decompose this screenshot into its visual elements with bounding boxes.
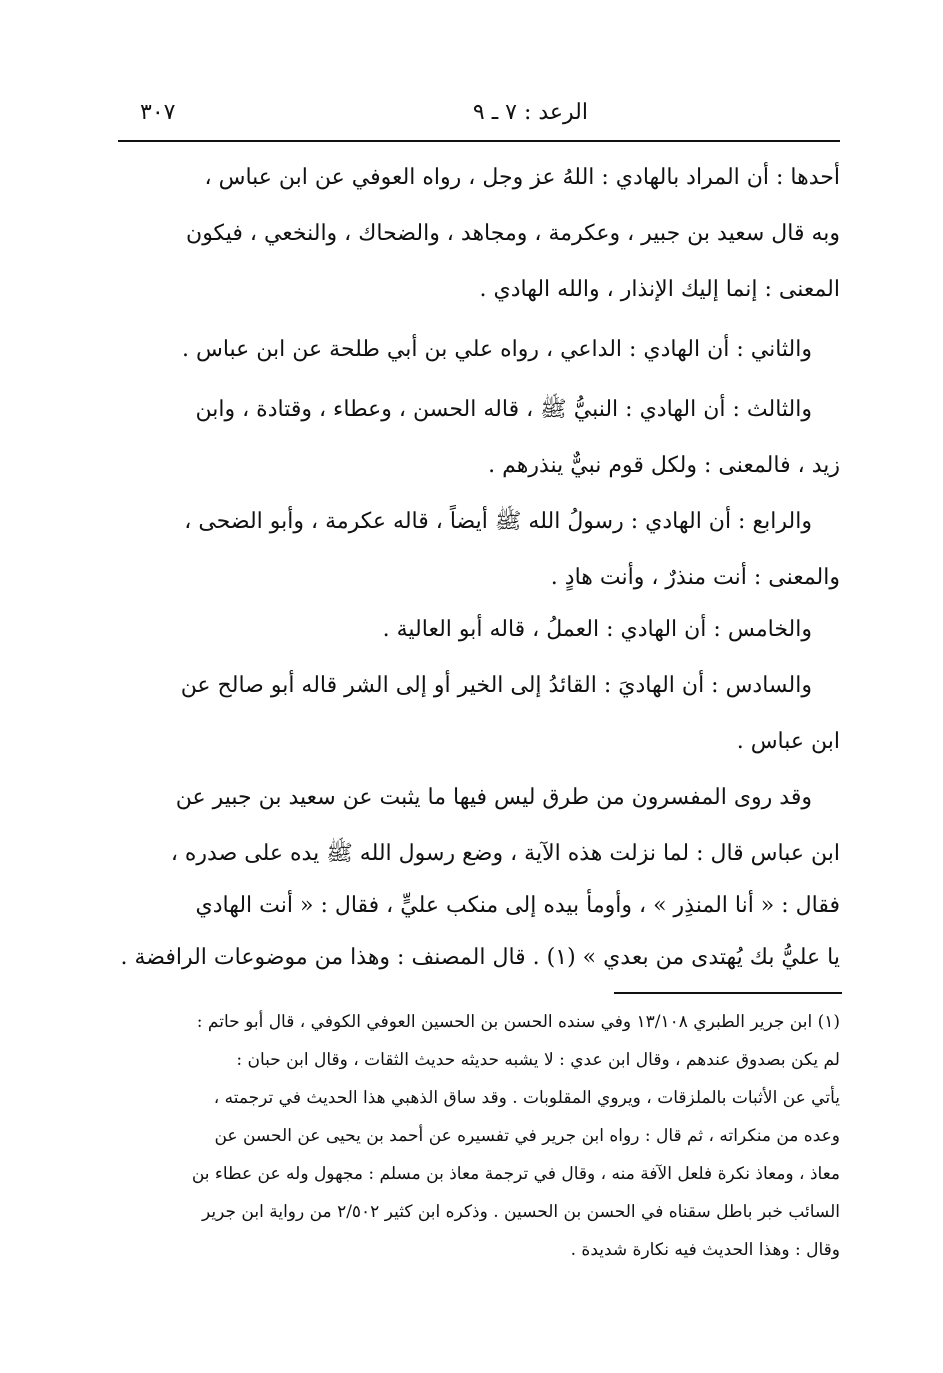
text-line: والثالث : أن الهادي : النبيُّ ﷺ ، قاله الحسن ، وعطاء ، وقتادة ، وابن	[195, 397, 812, 422]
page-header	[118, 92, 838, 132]
text-line: أحدها : أن المراد بالهادي : اللهُ عز وجل ، رواه العوفي عن ابن عباس ،	[204, 165, 840, 190]
text-line: يا عليُّ بك يُهتدى من بعدي » (١) . قال المصنف : وهذا من موضوعات الرافضة .	[120, 945, 840, 970]
footnote-line: وعده من منكراته ، ثم قال : رواه ابن جرير في تفسيره عن أحمد بن يحيى عن الحسن عن	[214, 1126, 840, 1146]
footnote-line: يأتي عن الأثبات بالملزقات ، ويروي المقلوبات . وقد ساق الذهبي هذا الحديث في ترجمته ،	[213, 1088, 840, 1108]
text-line: والرابع : أن الهادي : رسولُ الله ﷺ أيضاً ، قاله عكرمة ، وأبو الضحى ،	[184, 509, 812, 534]
text-line: والسادس : أن الهاديَ : القائدُ إلى الخير أو إلى الشر قاله أبو صالح عن	[180, 673, 812, 698]
text-line: ابن عباس قال : لما نزلت هذه الآية ، وضع رسول الله ﷺ يده على صدره ،	[170, 841, 840, 866]
text-line: زيد ، فالمعنى : ولكل قوم نبيٌّ ينذرهم .	[488, 453, 840, 478]
footnote-line: (١) ابن جرير الطبري ١٣/١٠٨ وفي سنده الحسن بن الحسين العوفي الكوفي ، قال أبو حاتم :	[196, 1012, 840, 1032]
text-line: المعنى : إنما إليك الإنذار ، والله الهادي .	[479, 277, 840, 302]
page-number: ٣٠٧	[140, 100, 176, 125]
text-line: وبه قال سعيد بن جبير ، وعكرمة ، ومجاهد ، والضحاك ، والنخعي ، فيكون	[186, 221, 840, 246]
text-line: ابن عباس .	[736, 729, 840, 754]
footnote-line: السائب خبر باطل سقناه في الحسن بن الحسين . وذكره ابن كثير ٢/٥٠٢ من رواية ابن جرير	[202, 1202, 840, 1222]
header-rule	[118, 140, 840, 142]
text-line: والثاني : أن الهادي : الداعي ، رواه علي بن أبي طلحة عن ابن عباس .	[182, 337, 812, 362]
footnote-rule	[614, 992, 842, 994]
text-line: وقد روى المفسرون من طرق ليس فيها ما يثبت عن سعيد بن جبير عن	[175, 785, 812, 810]
text-line: والخامس : أن الهادي : العملُ ، قاله أبو العالية .	[382, 617, 812, 642]
footnote-line: وقال : وهذا الحديث فيه نكارة شديدة .	[570, 1240, 840, 1260]
text-line: فقال : « أنا المنذِر » ، وأومأ بيده إلى منكب عليٍّ ، فقال : « أنت الهادي	[195, 893, 840, 918]
footnote-line: معاذ ، ومعاذ نكرة فلعل الآفة منه ، وقال في ترجمة معاذ بن مسلم : مجهول وله عن عطاء بن	[191, 1164, 840, 1184]
text-line: والمعنى : أنت منذرٌ ، وأنت هادٍ .	[550, 565, 840, 590]
footnote-line: لم يكن بصدوق عندهم ، وقال ابن عدي : لا يشبه حديثه حديث الثقات ، وقال ابن حبان :	[236, 1050, 840, 1070]
surah-verse-title: الرعد : ٧ ـ ٩	[472, 100, 588, 125]
